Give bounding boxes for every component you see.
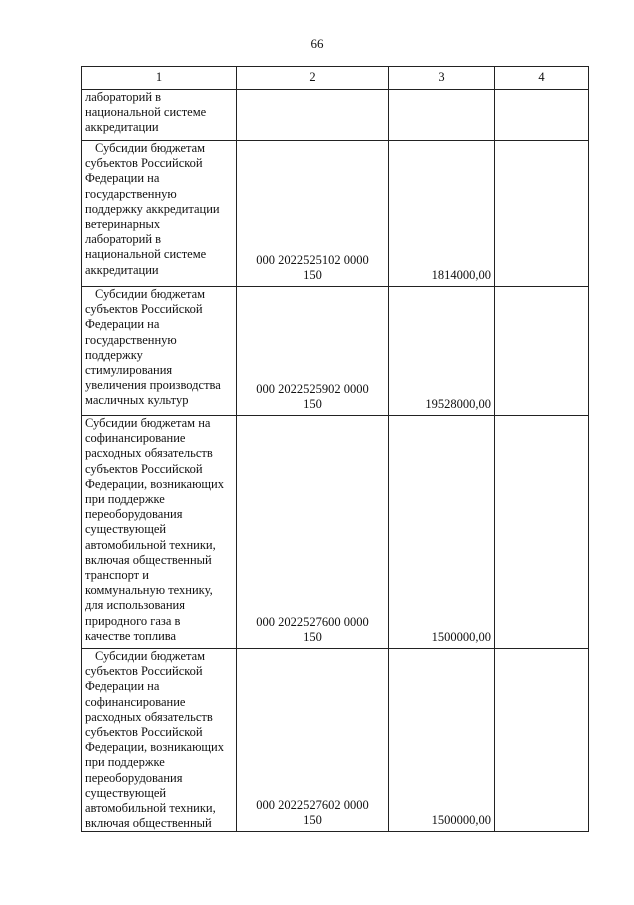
name-line-text: при поддержке — [85, 492, 165, 507]
name-line-text: национальной системе — [85, 105, 207, 120]
row-code-cell — [237, 649, 389, 832]
name-line — [85, 664, 233, 679]
table-row — [82, 141, 589, 287]
name-line-text: субъектов Российской — [85, 461, 203, 476]
row-col4-cell — [495, 649, 589, 832]
page-number: 66 — [310, 36, 324, 51]
column-header: 2 — [237, 67, 389, 90]
name-line — [85, 755, 233, 770]
name-line — [85, 348, 233, 363]
name-line-text: включая общественный — [85, 816, 212, 831]
name-line — [85, 477, 233, 492]
name-line-text: Федерации на — [85, 171, 160, 186]
name-line-text: национальной системе — [85, 247, 207, 262]
code-line: 000 2022527600 0000 — [256, 614, 369, 629]
name-line-text: коммунальную технику, — [85, 583, 213, 598]
code-line: 000 2022525102 0000 — [256, 252, 369, 267]
row-code-cell — [237, 287, 389, 416]
column-header: 3 — [389, 67, 495, 90]
name-line-text: Федерации на — [85, 317, 160, 332]
row-col4-cell — [495, 287, 589, 416]
code-line: 000 2022525902 0000 — [256, 381, 369, 396]
name-line — [85, 141, 233, 156]
name-line — [85, 786, 233, 801]
name-line — [85, 649, 233, 664]
code-line: 150 — [303, 396, 322, 411]
name-line-text: существующей — [85, 785, 167, 800]
row-col4-cell — [495, 416, 589, 649]
name-line-text: субъектов Российской — [85, 302, 203, 317]
code-line: 150 — [303, 629, 322, 644]
code-line: 150 — [303, 267, 322, 282]
name-line-text: автомобильной техники, — [85, 801, 216, 816]
name-line — [85, 679, 233, 694]
name-line-text: субъектов Российской — [85, 156, 203, 171]
name-line — [85, 363, 233, 378]
name-line-text: при поддержке — [85, 755, 165, 770]
name-line — [85, 90, 233, 105]
name-line-text: поддержку аккредитации — [85, 201, 220, 216]
name-line — [85, 583, 233, 598]
code-line: 150 — [303, 813, 322, 828]
name-line — [85, 431, 233, 446]
name-line-text: субъектов Российской — [85, 725, 203, 740]
row-sum-cell: 1500000,00 — [389, 649, 495, 832]
name-line-text: Субсидии бюджетам — [95, 287, 206, 301]
name-line-text: стимулирования — [85, 363, 173, 378]
name-line — [85, 232, 233, 247]
row-code-cell — [237, 141, 389, 287]
column-header: 1 — [82, 67, 237, 90]
code-line: 000 2022527602 0000 — [256, 798, 369, 813]
name-line — [85, 771, 233, 786]
row-name-cell — [82, 416, 237, 649]
name-line-text: расходных обязательств — [85, 446, 213, 461]
table-row — [82, 90, 589, 141]
name-line — [85, 695, 233, 710]
column-header: 4 — [495, 67, 589, 90]
name-line-text: переоборудования — [85, 507, 183, 522]
name-line — [85, 120, 233, 135]
name-line-text: качестве топлива — [85, 628, 177, 643]
budget-table — [81, 66, 589, 832]
name-line — [85, 725, 233, 740]
row-sum-cell: 1814000,00 — [389, 141, 495, 287]
name-line — [85, 202, 233, 217]
name-line — [85, 105, 233, 120]
name-line-text: транспорт и — [85, 568, 149, 583]
name-line-text: включая общественный — [85, 552, 212, 567]
name-line — [85, 217, 233, 232]
name-line — [85, 462, 233, 477]
row-col4-cell — [495, 141, 589, 287]
name-line — [85, 614, 233, 629]
name-line — [85, 378, 233, 393]
row-name-cell — [82, 649, 237, 832]
name-line — [85, 553, 233, 568]
name-line — [85, 317, 233, 332]
name-line — [85, 446, 233, 461]
name-line-text: Федерации на — [85, 679, 160, 694]
name-line-text: для использования — [85, 598, 185, 613]
name-line — [85, 416, 233, 431]
name-line — [85, 393, 233, 408]
row-code-cell — [237, 416, 389, 649]
name-line — [85, 629, 233, 644]
name-line-text: лабораторий в — [85, 90, 162, 104]
name-line — [85, 598, 233, 613]
name-line-text: Субсидии бюджетам на — [85, 416, 211, 430]
name-line — [85, 263, 233, 278]
name-line — [85, 171, 233, 186]
name-line — [85, 302, 233, 317]
name-line — [85, 492, 233, 507]
name-line-text: субъектов Российской — [85, 664, 203, 679]
name-line — [85, 247, 233, 262]
name-line-text: Субсидии бюджетам — [95, 649, 206, 663]
name-line-text: государственную — [85, 186, 177, 201]
name-line — [85, 816, 233, 831]
name-line — [85, 287, 233, 302]
name-line-text: существующей — [85, 522, 167, 537]
name-line — [85, 187, 233, 202]
row-sum-cell — [389, 90, 495, 141]
table-row — [82, 287, 589, 416]
name-line — [85, 333, 233, 348]
name-line — [85, 538, 233, 553]
name-line-text: ветеринарных — [85, 217, 161, 232]
name-line-text: Федерации, возникающих — [85, 476, 225, 491]
row-name-cell — [82, 141, 237, 287]
name-line — [85, 710, 233, 725]
name-line-text: лабораторий в — [85, 232, 162, 247]
name-line-text: аккредитации — [85, 120, 159, 135]
name-line-text: софинансирование — [85, 431, 186, 446]
name-line-text: переоборудования — [85, 770, 183, 785]
name-line-text: государственную — [85, 332, 177, 347]
name-line-text: поддержку — [85, 347, 143, 362]
name-line-text: Федерации, возникающих — [85, 740, 225, 755]
name-line — [85, 156, 233, 171]
table-row — [82, 649, 589, 832]
name-line — [85, 801, 233, 816]
name-line-text: расходных обязательств — [85, 709, 213, 724]
row-name-cell — [82, 90, 237, 141]
name-line — [85, 740, 233, 755]
row-name-cell — [82, 287, 237, 416]
row-sum-cell: 19528000,00 — [389, 287, 495, 416]
name-line — [85, 507, 233, 522]
name-line-text: аккредитации — [85, 262, 159, 277]
name-line-text: автомобильной техники, — [85, 537, 216, 552]
name-line-text: софинансирование — [85, 694, 186, 709]
row-col4-cell — [495, 90, 589, 141]
name-line-text: природного газа в — [85, 613, 181, 628]
name-line-text: масличных культур — [85, 393, 189, 408]
row-code-cell — [237, 90, 389, 141]
name-line — [85, 522, 233, 537]
table-row — [82, 416, 589, 649]
table-header-row — [82, 67, 589, 90]
name-line-text: Субсидии бюджетам — [95, 141, 206, 155]
row-sum-cell: 1500000,00 — [389, 416, 495, 649]
name-line — [85, 568, 233, 583]
name-line-text: увеличения производства — [85, 378, 221, 393]
